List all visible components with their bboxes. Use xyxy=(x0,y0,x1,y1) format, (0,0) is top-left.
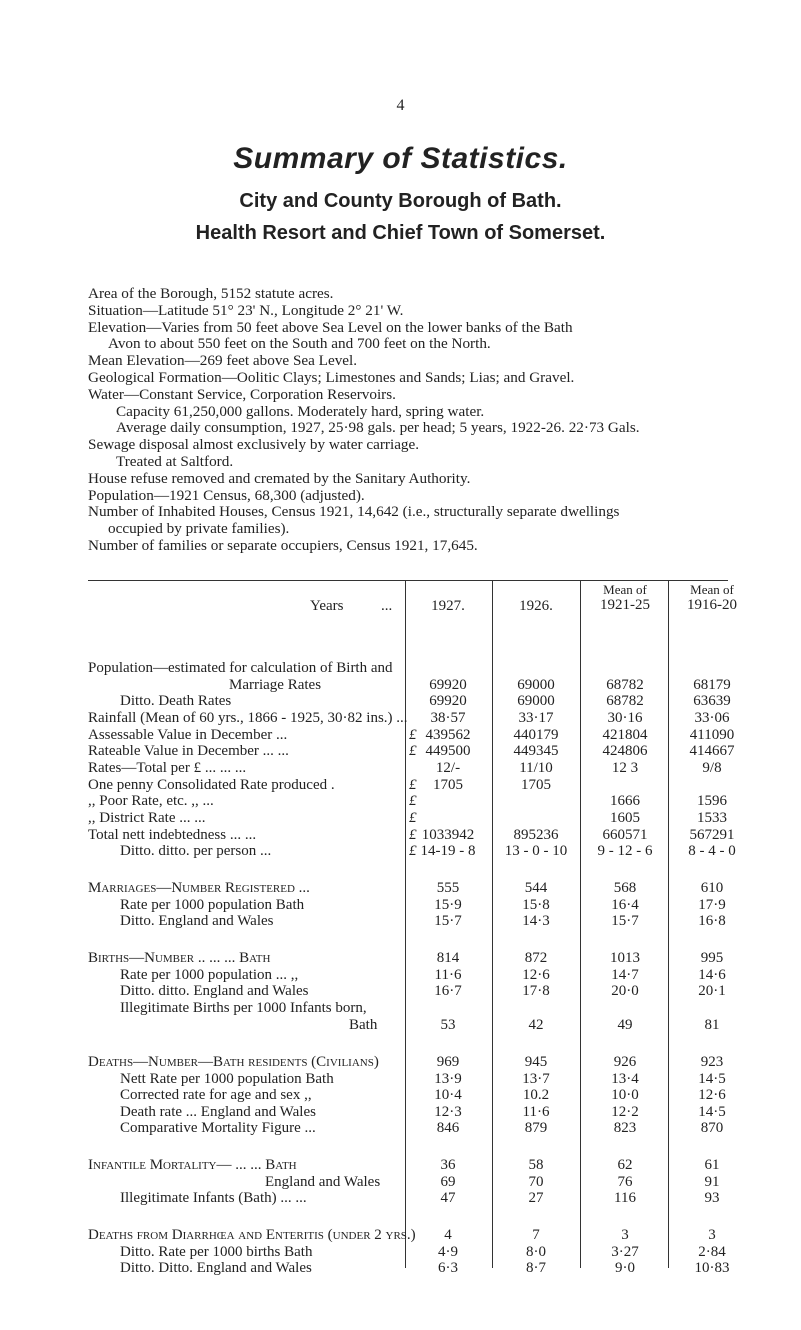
table-cell: 12·6 xyxy=(522,967,550,983)
column-header xyxy=(405,598,491,615)
table-cell: 14·7 xyxy=(611,967,639,983)
table-cell: 969 xyxy=(436,1054,460,1070)
row-label: Ditto. ditto. England and Wales xyxy=(120,983,309,999)
page-number: 4 xyxy=(396,97,405,114)
row-label: Total nett indebtedness ... ... xyxy=(88,827,257,843)
column-header-main: 1926. xyxy=(519,598,553,614)
intro-line: Average daily consumption, 1927, 25·98 gals. per head; 5 years, 1922-26. 22·73 Gals. xyxy=(116,419,640,437)
table-cell: 872 xyxy=(524,950,548,966)
intro-line: Situation—Latitude 51° 23' N., Longitude 2° 21' W. xyxy=(88,301,404,319)
intro-text xyxy=(88,286,788,555)
table-cell: 91 xyxy=(704,1174,720,1190)
table-cell: 69920 xyxy=(429,693,467,709)
row-label: Rate per 1000 population Bath xyxy=(120,897,305,913)
column-header-main: 1916-20 xyxy=(687,597,737,613)
table-cell: 61 xyxy=(704,1157,720,1173)
row-label: Assessable Value in December ... xyxy=(88,727,288,743)
table-cell: 12·3 xyxy=(434,1104,462,1120)
table-cell: 38·57 xyxy=(430,710,466,726)
column-rule xyxy=(580,580,581,1268)
table-cell: 439562 xyxy=(425,727,471,743)
table-cell: 9/8 xyxy=(702,760,722,776)
table-cell: 69920 xyxy=(429,677,467,693)
intro-line: Water—Constant Service, Corporation Reservoirs. xyxy=(88,385,396,403)
table-cell: 8 - 4 - 0 xyxy=(688,843,736,859)
table-cell: 42 xyxy=(528,1017,544,1033)
row-label: Rate per 1000 population ... ,, xyxy=(120,967,299,983)
table-cell: 1013 xyxy=(610,950,640,966)
intro-line: Avon to about 550 feet on the South and 700 feet on the North. xyxy=(108,335,491,353)
table-cell: 68782 xyxy=(606,693,644,709)
row-label: Population—estimated for calculation of Birth and xyxy=(88,660,393,676)
row-label: Ditto. Rate per 1000 births Bath xyxy=(120,1244,313,1260)
table-cell: 70 xyxy=(528,1174,544,1190)
table-cell: 555 xyxy=(436,880,460,896)
table-cell: 923 xyxy=(700,1054,724,1070)
row-label: Infantile Mortality— ... ... Bath xyxy=(88,1157,297,1173)
intro-line: Geological Formation—Oolitic Clays; Limestones and Sands; Lias; and Gravel. xyxy=(88,368,575,386)
row-label: Rateable Value in December ... ... xyxy=(88,743,289,759)
row-label: Nett Rate per 1000 population Bath xyxy=(120,1071,334,1087)
intro-line: Number of families or separate occupiers, Census 1921, 17,645. xyxy=(88,536,478,554)
table-cell: 449345 xyxy=(513,743,559,759)
table-cell: 68179 xyxy=(693,677,731,693)
table-cell: 411090 xyxy=(689,727,735,743)
row-label: Births—Number .. ... ... Bath xyxy=(88,950,271,966)
table-cell: 568 xyxy=(613,880,637,896)
currency-symbol: £ xyxy=(409,727,417,743)
table-cell: 1705 xyxy=(433,777,463,793)
row-label: Illegitimate Infants (Bath) ... ... xyxy=(120,1190,307,1206)
row-label: Bath xyxy=(349,1017,378,1033)
table-cell: 8·0 xyxy=(526,1244,546,1260)
table-cell: 33·17 xyxy=(518,710,554,726)
table-cell: 9 - 12 - 6 xyxy=(597,843,653,859)
table-cell: 15·8 xyxy=(522,897,550,913)
table-cell: 12·2 xyxy=(611,1104,639,1120)
table-cell: 8·7 xyxy=(526,1260,546,1276)
intro-line: Population—1921 Census, 68,300 (adjusted). xyxy=(88,486,365,504)
intro-line: Sewage disposal almost exclusively by water carriage. xyxy=(88,436,420,454)
table-cell: 660571 xyxy=(602,827,648,843)
table-cell: 15·7 xyxy=(434,913,462,929)
table-cell: 14·5 xyxy=(698,1071,726,1087)
table-cell: 62 xyxy=(617,1157,633,1173)
table-cell: 36 xyxy=(440,1157,456,1173)
column-header xyxy=(669,583,755,614)
row-label: Ditto. England and Wales xyxy=(120,913,274,929)
table-cell: 11·6 xyxy=(434,967,462,983)
table-cell: 68782 xyxy=(606,677,644,693)
table-cell: 926 xyxy=(613,1054,637,1070)
row-label: One penny Consolidated Rate produced . xyxy=(88,777,335,793)
table-cell: 16·7 xyxy=(434,983,462,999)
table-cell: 53 xyxy=(440,1017,456,1033)
row-label: ,, Poor Rate, etc. ,, ... xyxy=(88,793,214,809)
table-cell: 69000 xyxy=(517,693,555,709)
table-cell: 1596 xyxy=(697,793,727,809)
table-cell: 13·7 xyxy=(522,1071,550,1087)
table-cell: 76 xyxy=(617,1174,633,1190)
intro-line: Elevation—Varies from 50 feet above Sea Level on the lower banks of the Bath xyxy=(88,318,573,336)
statistics-table xyxy=(88,580,801,1330)
table-cell: 69000 xyxy=(517,677,555,693)
table-cell: 30·16 xyxy=(607,710,643,726)
table-cell: 15·9 xyxy=(434,897,462,913)
column-header-top: Mean of xyxy=(603,582,647,597)
page-subtitle-2: Health Resort and Chief Town of Somerset. xyxy=(195,222,606,244)
column-header xyxy=(493,598,579,615)
table-cell: 20·1 xyxy=(698,983,726,999)
table-cell: 610 xyxy=(700,880,724,896)
table-cell: 4·9 xyxy=(438,1244,458,1260)
currency-symbol: £ xyxy=(409,777,417,793)
row-label: Ditto. Ditto. England and Wales xyxy=(120,1260,312,1276)
table-cell: 58 xyxy=(528,1157,544,1173)
table-cell: 14-19 - 8 xyxy=(420,843,476,859)
table-cell: 13·4 xyxy=(611,1071,639,1087)
row-label: Ditto. Death Rates xyxy=(120,693,232,709)
table-cell: 63639 xyxy=(693,693,731,709)
table-cell: 1705 xyxy=(521,777,551,793)
intro-line: Mean Elevation—269 feet above Sea Level. xyxy=(88,352,358,370)
table-cell: 995 xyxy=(700,950,724,966)
row-label: Rainfall (Mean of 60 yrs., 1866 - 1925, 30·82 ins.) ... xyxy=(88,710,408,726)
column-header-main: 1921-25 xyxy=(600,597,650,613)
currency-symbol: £ xyxy=(409,827,417,843)
table-cell: 3·27 xyxy=(611,1244,639,1260)
intro-line: House refuse removed and cremated by the Sanitary Authority. xyxy=(88,469,471,487)
intro-line: Treated at Saltford. xyxy=(116,452,234,470)
table-cell: 424806 xyxy=(602,743,648,759)
table-cell: 895236 xyxy=(513,827,559,843)
row-label: Deaths from Diarrhœa and Enteritis (under 2 yrs.) xyxy=(88,1227,416,1243)
table-cell: 421804 xyxy=(602,727,648,743)
table-cell: 2·84 xyxy=(698,1244,726,1260)
table-cell: 12 3 xyxy=(611,760,639,776)
table-cell: 69 xyxy=(440,1174,456,1190)
table-cell: 567291 xyxy=(689,827,735,843)
row-label: Deaths—Number—Bath residents (Civilians) xyxy=(88,1054,379,1070)
table-cell: 10·0 xyxy=(611,1087,639,1103)
row-label: Illegitimate Births per 1000 Infants born, xyxy=(120,1000,367,1016)
currency-symbol: £ xyxy=(409,843,417,859)
row-label: Comparative Mortality Figure ... xyxy=(120,1120,316,1136)
table-cell: 414667 xyxy=(689,743,735,759)
table-cell: 814 xyxy=(436,950,460,966)
table-cell: 16·4 xyxy=(611,897,639,913)
table-cell: 1033942 xyxy=(421,827,475,843)
years-header-dots: ... xyxy=(381,598,393,614)
table-cell: 440179 xyxy=(513,727,559,743)
table-cell: 20·0 xyxy=(611,983,639,999)
row-label: Marriage Rates xyxy=(229,677,322,693)
table-cell: 3 xyxy=(621,1227,629,1243)
table-cell: 93 xyxy=(704,1190,720,1206)
table-cell: 10·83 xyxy=(694,1260,730,1276)
table-cell: 14·5 xyxy=(698,1104,726,1120)
table-cell: 11·6 xyxy=(522,1104,550,1120)
table-cell: 17·8 xyxy=(522,983,550,999)
table-cell: 1533 xyxy=(697,810,727,826)
table-cell: 1605 xyxy=(610,810,640,826)
table-cell: 945 xyxy=(524,1054,548,1070)
table-cell: 823 xyxy=(613,1120,637,1136)
table-cell: 449500 xyxy=(425,743,471,759)
row-label: ,, District Rate ... ... xyxy=(88,810,206,826)
table-cell: 13·9 xyxy=(434,1071,462,1087)
table-cell: 14·3 xyxy=(522,913,550,929)
table-cell: 17·9 xyxy=(698,897,726,913)
table-cell: 4 xyxy=(444,1227,452,1243)
table-cell: 49 xyxy=(617,1017,633,1033)
table-cell: 544 xyxy=(524,880,548,896)
table-cell: 1666 xyxy=(610,793,640,809)
table-cell: 10.2 xyxy=(522,1087,550,1103)
table-cell: 879 xyxy=(524,1120,548,1136)
years-header: Years xyxy=(310,598,344,614)
table-cell: 81 xyxy=(704,1017,720,1033)
intro-line: Number of Inhabited Houses, Census 1921, 14,642 (i.e., structurally separate dwellings xyxy=(88,503,620,521)
row-label: England and Wales xyxy=(265,1174,381,1190)
currency-symbol: £ xyxy=(409,743,417,759)
table-cell: 16·8 xyxy=(698,913,726,929)
column-header-main: 1927. xyxy=(431,598,465,614)
row-label: Death rate ... England and Wales xyxy=(120,1104,316,1120)
column-header xyxy=(582,583,668,614)
page-title: Summary of Statistics. xyxy=(233,142,568,175)
table-cell: 846 xyxy=(436,1120,460,1136)
table-cell: 12·6 xyxy=(698,1087,726,1103)
table-top-rule xyxy=(88,580,728,581)
column-header-top: Mean of xyxy=(690,582,734,597)
table-cell: 33·06 xyxy=(694,710,730,726)
intro-line: occupied by private families). xyxy=(108,520,290,538)
intro-line: Area of the Borough, 5152 statute acres. xyxy=(88,285,334,302)
table-cell: 14·6 xyxy=(698,967,726,983)
table-cell: 3 xyxy=(708,1227,716,1243)
table-cell: 13 - 0 - 10 xyxy=(504,843,568,859)
table-cell: 12/- xyxy=(435,760,461,776)
page-subtitle: City and County Borough of Bath. xyxy=(239,190,562,212)
table-cell: 47 xyxy=(440,1190,456,1206)
table-cell: 11/10 xyxy=(519,760,553,776)
intro-line: Capacity 61,250,000 gallons. Moderately hard, spring water. xyxy=(116,402,485,420)
currency-symbol: £ xyxy=(409,810,417,826)
table-cell: 870 xyxy=(700,1120,724,1136)
table-cell: 27 xyxy=(528,1190,544,1206)
row-label: Corrected rate for age and sex ,, xyxy=(120,1087,312,1103)
table-cell: 116 xyxy=(614,1190,636,1206)
row-label: Rates—Total per £ ... ... ... xyxy=(88,760,247,776)
row-label: Ditto. ditto. per person ... xyxy=(120,843,272,859)
table-cell: 15·7 xyxy=(611,913,639,929)
table-cell: 7 xyxy=(532,1227,540,1243)
table-cell: 6·3 xyxy=(438,1260,458,1276)
table-cell: 10·4 xyxy=(434,1087,462,1103)
table-cell: 9·0 xyxy=(615,1260,635,1276)
currency-symbol: £ xyxy=(409,793,417,809)
row-label: Marriages—Number Registered ... xyxy=(88,880,310,896)
